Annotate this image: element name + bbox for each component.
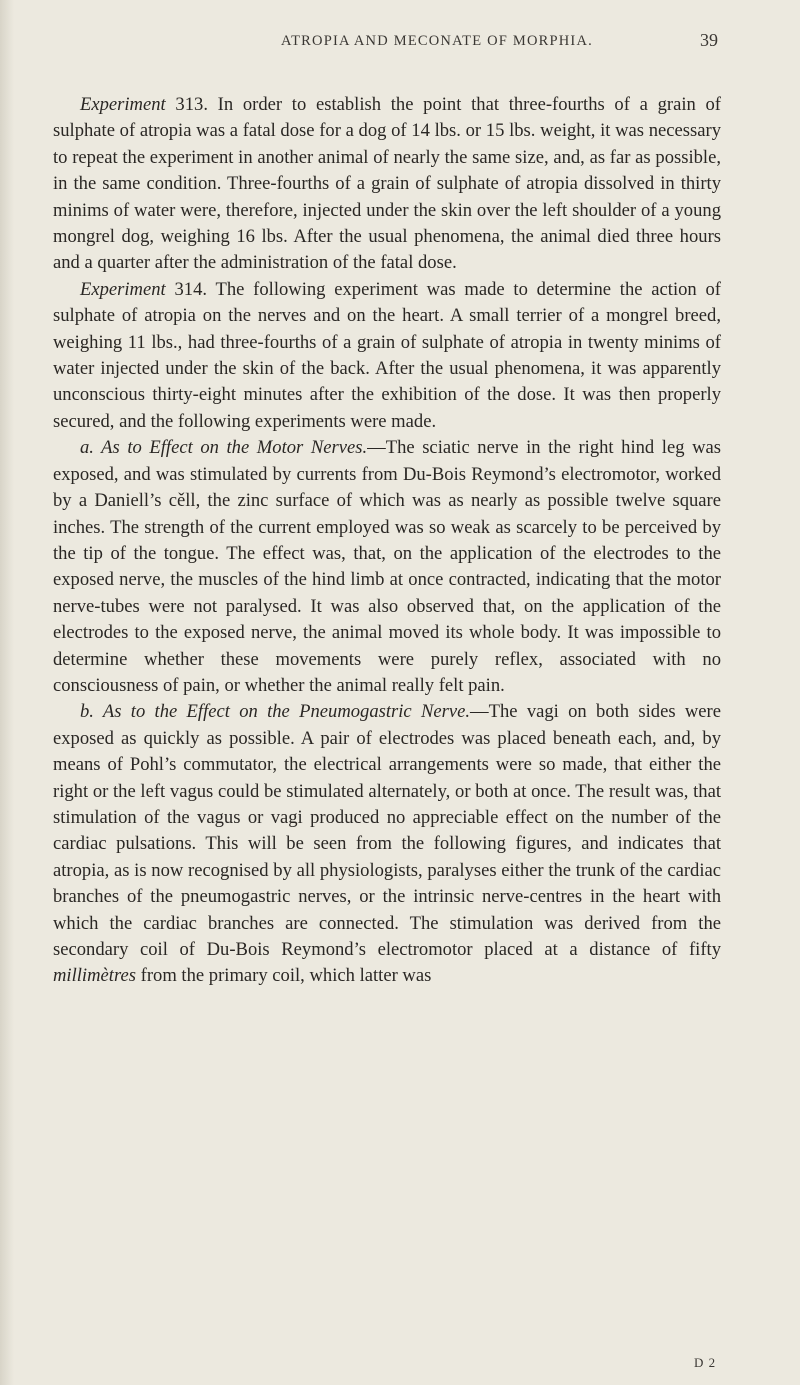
running-title: ATROPIA AND MECONATE OF MORPHIA. xyxy=(281,33,593,49)
paragraph-text: —The sciatic nerve in the right hind leg was exposed, and was stimulated by currents from Du-Bois Reymond’s electromotor, worked by a Daniell’s cěll, the zinc surface of which was as nearly as possible twelve square inches. The strength of the current employed was so weak as scarcely to be perceived by the tip of the tongue. The effect was, that, on the application of the electrodes to the exposed nerve, the muscles of the hind limb at once contracted, indicating that the motor nerve-tubes were not paralysed. It was also observed that, on the application of the electrodes to the exposed nerve, the animal moved its whole body. It was impossible to determine whether these movements were purely reflex, associated with no consciousness of pain, or whether the animal really felt pain. xyxy=(53,437,721,696)
page-edge-shadow xyxy=(0,0,14,1385)
italic-term: millimètres xyxy=(53,965,136,987)
paragraph-experiment-313 xyxy=(53,92,721,277)
signature-mark: D 2 xyxy=(694,1355,717,1370)
paragraph-text: 313. In order to establish the point that three-fourths of a grain of sulphate of atropia was a fatal dose for a dog of 14 lbs. or 15 lbs. weight, it was necessary to repeat the experiment in another animal of nearly the same size, and, as far as possible, in the same condition. Three-fourths of a grain of sulphate of atropia dissolved in thirty minims of water were, therefore, injected under the skin over the left shoulder of a young mongrel dog, weighing 16 lbs. After the usual phenomena, the animal died three hours and a quarter after the administration of the fatal dose. xyxy=(53,94,721,274)
paragraph-experiment-314 xyxy=(53,277,721,435)
paragraph-text: —The vagi on both sides were exposed as quickly as possible. A pair of electrodes was placed beneath each, and, by means of Pohl’s commutator, the electrical arrangements were so made, that either the right or the left vagus could be stimulated alternately, or both at once. The result was, that stimulation of the vagus or vagi produced no appreciable effect on the number of the cardiac pulsations. This will be seen from the following figures, and indicates that atropia, as is now recognised by all physiologists, paralyses either the trunk of the cardiac branches of the pneumogastric nerves, or the intrinsic nerve-centres in the heart with which the cardiac branches are connected. The stimulation was derived from the secondary coil of Du-Bois Reymond’s electromotor placed at a distance of fifty xyxy=(53,701,721,960)
paragraph-tail-text: from the primary coil, which latter was xyxy=(135,965,432,987)
paragraph-motor-nerves xyxy=(53,435,721,699)
paragraph-pneumogastric-nerve xyxy=(53,699,721,989)
paragraph-text: 314. The following experiment was made to determine the action of sulphate of atropia on the nerves and on the heart. A small terrier of a mongrel breed, weighing 11 lbs., had three-fourths of a grain of sulphate of atropia in twenty minims of water injected under the skin of the back. After the usual phenomena, it was apparently unconscious thirty-eight minutes after the exhibition of the dose. It was then properly secured, and the following experiments were made. xyxy=(53,278,721,432)
paragraph-lead: Experiment xyxy=(80,94,166,115)
page-number: 39 xyxy=(700,30,718,50)
paragraph-lead: Experiment xyxy=(80,278,166,300)
paragraph-lead: b. As to the Effect on the Pneumogastric Nerve. xyxy=(80,701,471,723)
paragraph-lead: a. As to Effect on the Motor Nerves. xyxy=(80,437,368,459)
body-text xyxy=(53,92,721,990)
